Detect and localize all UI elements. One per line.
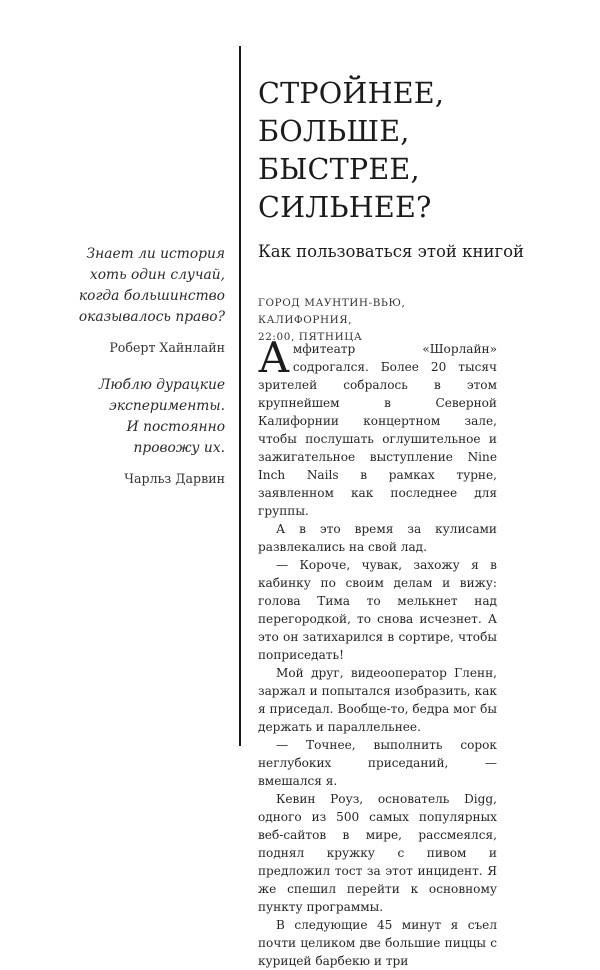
quote-author: Чарльз Дарвин <box>124 471 225 486</box>
paragraph-text: мфитеатр «Шорлайн» содрогался. Более 20 тысяч зрителей собралось в этом крупнейшем в Северной Калифорнии концертном зале, чтобы послушать оглушительное и зажигательное выступление Nine Inch Nails в рамках турне, заявленном как последнее для группы. <box>258 342 497 518</box>
chapter-column <box>258 0 578 968</box>
epigraph-quote <box>79 244 225 355</box>
dateline-text: ГОРОД МАУНТИН-ВЬЮ, КАЛИФОРНИЯ, 22:00, ПЯТНИЦА <box>258 297 406 343</box>
paragraph: А в это время за кулисами развлекались на свой лад. <box>258 522 497 554</box>
body-text <box>258 333 497 970</box>
chapter-title: СТРОЙНЕЕ, БОЛЬШЕ, БЫСТРЕЕ, СИЛЬНЕЕ? <box>258 76 445 224</box>
epigraph-quote <box>99 375 225 486</box>
paragraph: Мой друг, видеооператор Гленн, заржал и попытался изобразить, как я приседал. Вообще-то, бедра мог бы держать и параллельнее. <box>258 666 497 734</box>
vertical-divider <box>239 46 241 746</box>
paragraph <box>258 333 497 520</box>
epigraph-sidebar <box>0 0 239 750</box>
quote-author: Роберт Хайнлайн <box>109 340 225 355</box>
paragraph: — Точнее, выполнить сорок неглубоких приседаний, — вмешался я. <box>258 738 497 788</box>
paragraph: Кевин Роуз, основатель Digg, одного из 500 самых популярных веб-сайтов в мире, рассмеялся, поднял кружку с пивом и предложил тост за этот инцидент. Я же спешил перейти к основному пункту программы. <box>258 792 497 914</box>
drop-cap: А <box>258 333 290 382</box>
paragraph: — Короче, чувак, захожу я в кабинку по своим делам и вижу: голова Тима то мелькнет над перегородкой, то снова исчезнет. А это он затихарился в сортире, чтобы поприседать! <box>258 558 497 662</box>
quote-text: Люблю дурацкие эксперименты. И постоянно провожу их. <box>98 377 225 456</box>
paragraph: В следующие 45 минут я съел почти целиком две большие пиццы с курицей барбекю и три <box>258 918 497 968</box>
dateline <box>258 295 498 346</box>
quote-text: Знает ли история хоть один случай, когда большинство оказывалось право? <box>78 246 225 325</box>
chapter-subtitle: Как пользоваться этой книгой <box>258 242 525 261</box>
